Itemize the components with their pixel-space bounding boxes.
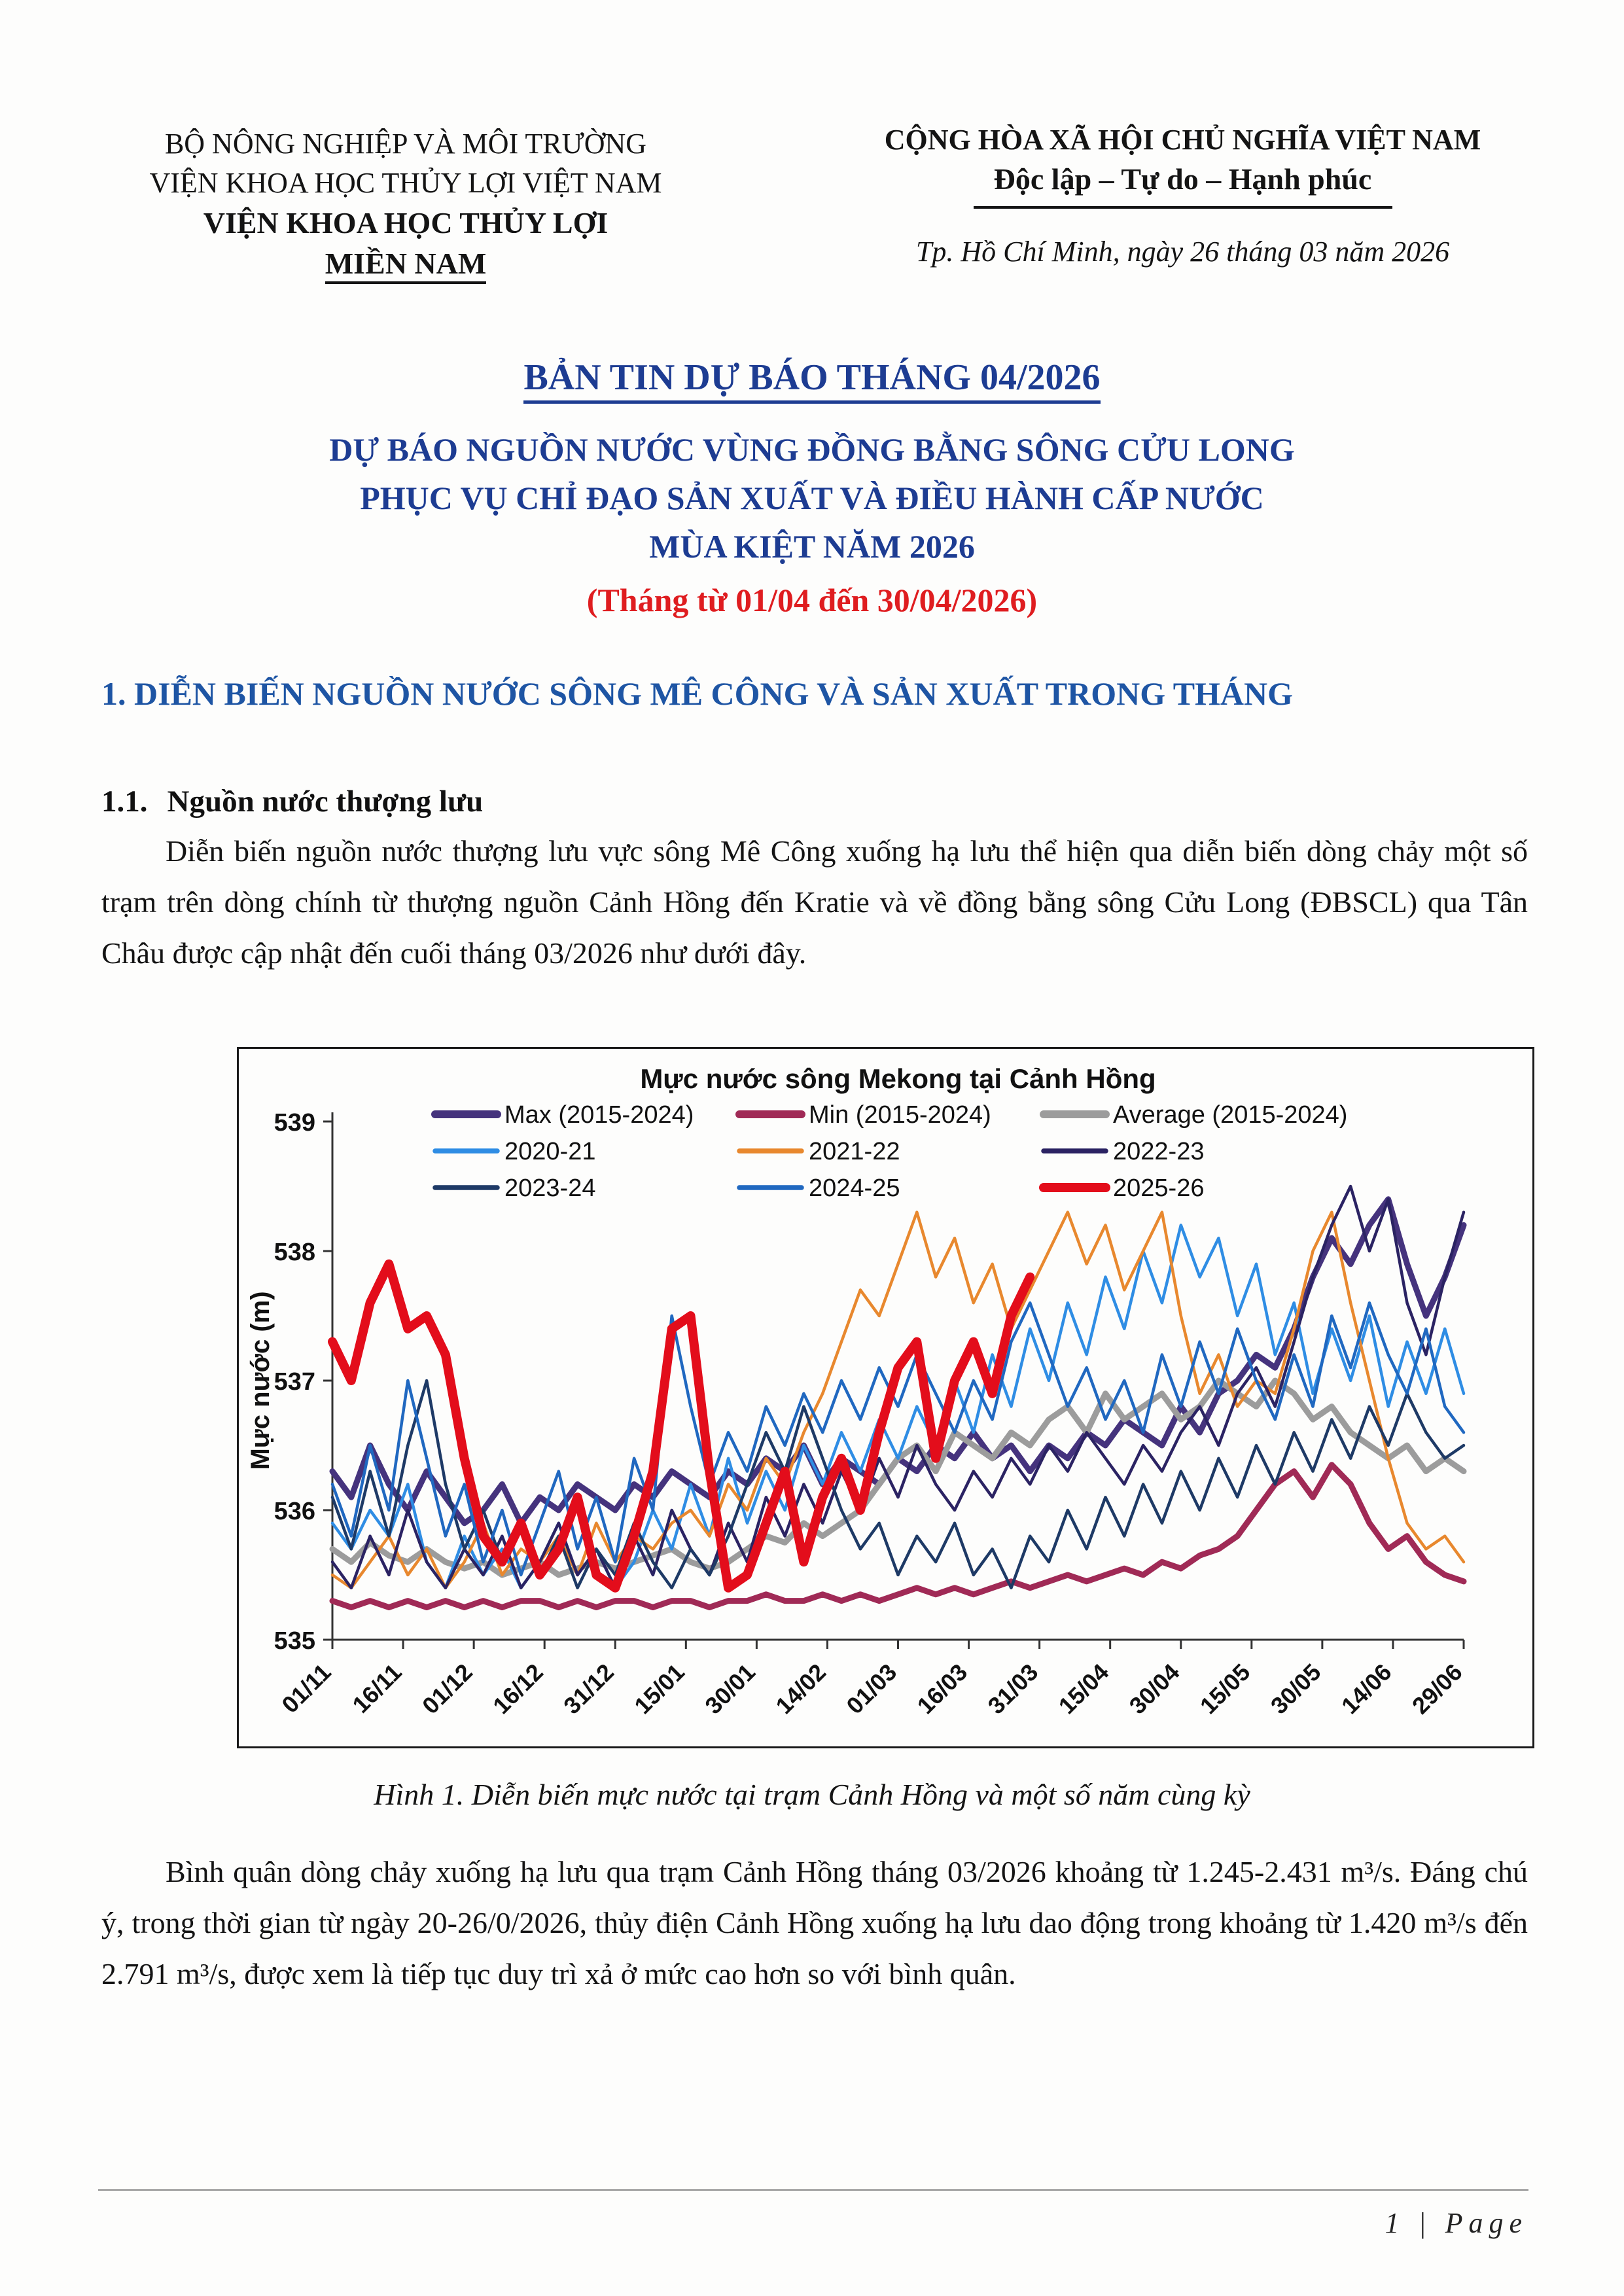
page-number: 1 | Page [1385,2207,1528,2239]
chart-title: Mực nước sông Mekong tại Cảnh Hồng [640,1063,1156,1094]
x-tick-label: 30/04 [1123,1658,1185,1720]
motto-line: Độc lập – Tự do – Hạnh phúc [993,162,1372,196]
section-1-1-title: Nguồn nước thượng lưu [167,785,484,819]
series-line-average-2015-2024- [332,1381,1464,1575]
x-tick-label: 16/03 [911,1658,973,1720]
x-tick-label: 15/04 [1053,1658,1114,1720]
org-line-ministry: BỘ NÔNG NGHIỆP VÀ MÔI TRƯỜNG [164,128,647,160]
y-tick-label: 538 [274,1239,315,1266]
x-tick-label: 01/11 [276,1658,336,1718]
x-tick-label: 14/02 [770,1658,832,1720]
legend-label-2025-26: 2025-26 [1113,1174,1205,1202]
paragraph-discharge-stats: Bình quân dòng chảy xuống hạ lưu qua trạm Cảnh Hồng tháng 03/2026 khoảng từ 1.245-2.431 m³/s. Đáng chú ý, trong thời gian từ ngày 20-26/0/2026, thủy điện Cảnh Hồng xuống hạ lưu dao động trong khoảng từ 1.420 m³/s đến 2.791 m³/s, được xem là tiếp tục duy trì xả ở mức cao hơn so với bình quân. [101,1855,1528,1990]
y-tick-label: 536 [274,1498,315,1525]
legend-label-min-2015-2024-: Min (2015-2024) [809,1101,991,1129]
x-tick-label: 15/01 [629,1658,690,1720]
x-tick-label: 14/06 [1335,1658,1397,1720]
x-tick-label: 30/05 [1265,1658,1326,1720]
legend-label-2021-22: 2021-22 [809,1138,900,1165]
y-tick-label: 535 [274,1627,315,1655]
motto-rule [974,206,1392,209]
x-tick-label: 01/03 [841,1658,902,1720]
section-1-1-number: 1.1. [101,785,148,819]
place-date-line: Tp. Hồ Chí Minh, ngày 26 tháng 03 năm 2026 [915,236,1450,268]
x-tick-label: 31/12 [558,1658,619,1720]
x-tick-label: 16/12 [487,1658,548,1720]
org-line-institute: VIỆN KHOA HỌC THỦY LỢI [203,206,609,239]
figure-1-chart-box [237,1047,1534,1748]
section-1-1-heading [101,784,483,819]
y-axis-label: Mực nước (m) [246,1291,275,1470]
figure-chart-svg [239,1049,1532,1746]
legend-label-2024-25: 2024-25 [809,1174,900,1202]
series-line-2022-23 [332,1186,1464,1588]
paragraph-upstream-overview: Diễn biến nguồn nước thượng lưu vực sông Mê Công xuống hạ lưu thể hiện qua diễn biến dòng chảy một số trạm trên dòng chính từ thượng nguồn Cảnh Hồng đến Kratie và về đồng bằng sông Cửu Long (ĐBSCL) qua Tân Châu được cập nhật đến cuối tháng 03/2026 như dưới đây. [101,834,1528,970]
subtitle-line-1: DỰ BÁO NGUỒN NƯỚC VÙNG ĐỒNG BẰNG SÔNG CỬU LONG [329,431,1295,468]
x-tick-label: 31/03 [982,1658,1044,1720]
subtitle-line-3: MÙA KIỆT NĂM 2026 [649,528,975,565]
section-1-heading: 1. DIỄN BIẾN NGUỒN NƯỚC SÔNG MÊ CÔNG VÀ SẢN XUẤT TRONG THÁNG [101,675,1294,712]
bulletin-title: BẢN TIN DỰ BÁO THÁNG 04/2026 [0,357,1624,398]
legend-label-2023-24: 2023-24 [504,1174,596,1202]
figure-1-caption: Hình 1. Diễn biến mực nước tại trạm Cảnh Hồng và một số năm cùng kỳ [374,1778,1250,1811]
org-line-region: MIỀN NAM [98,243,713,284]
legend-label-2022-23: 2022-23 [1113,1138,1205,1165]
y-tick-label: 537 [274,1368,315,1396]
y-tick-label: 539 [274,1109,315,1137]
subtitle-line-2: PHỤC VỤ CHỈ ĐẠO SẢN XUẤT VÀ ĐIỀU HÀNH CẤP NƯỚC [360,480,1264,516]
x-tick-label: 29/06 [1406,1658,1468,1720]
header-organization [98,124,713,284]
org-line-academy: VIỆN KHOA HỌC THỦY LỢI VIỆT NAM [149,167,662,199]
legend-label-average-2015-2024-: Average (2015-2024) [1113,1101,1348,1129]
x-tick-label: 01/12 [417,1658,478,1720]
header-national-motto [828,121,1538,268]
footer-rule [98,2189,1528,2191]
legend-label-max-2015-2024-: Max (2015-2024) [504,1101,694,1129]
x-tick-label: 30/01 [699,1658,761,1720]
forecast-date-range: (Tháng từ 01/04 đến 30/04/2026) [586,582,1038,618]
x-tick-label: 15/05 [1194,1658,1256,1720]
legend-label-2020-21: 2020-21 [504,1138,596,1165]
series-line-2021-22 [332,1212,1464,1588]
x-tick-label: 16/11 [347,1658,407,1718]
national-title: CỘNG HÒA XÃ HỘI CHỦ NGHĨA VIỆT NAM [884,124,1481,156]
bulletin-subtitle [0,425,1624,571]
